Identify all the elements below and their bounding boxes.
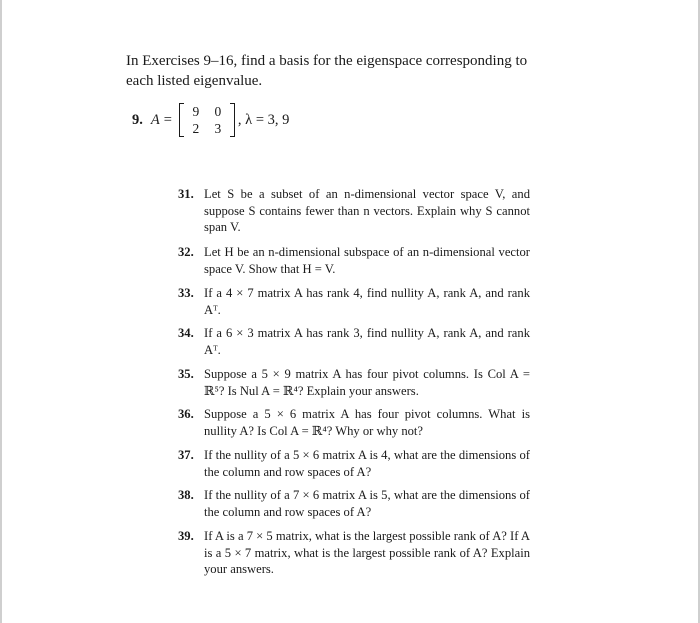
- exercise-item: [178, 487, 530, 520]
- exercise-number: 38.: [178, 488, 194, 502]
- exercise-item: [178, 366, 530, 399]
- exercise-number: 32.: [178, 245, 194, 259]
- exercise-number: 37.: [178, 448, 194, 462]
- exercise-number: 33.: [178, 286, 194, 300]
- exercise-number: 39.: [178, 529, 194, 543]
- matrix-name: A: [150, 111, 160, 128]
- matrix: [179, 103, 235, 137]
- matrix-entry: 9: [192, 104, 200, 119]
- exercise-text: Let S be a subset of an n-dimensional vector space V, and suppose S contains fewer than n vectors. Explain why S cannot span V.: [204, 187, 530, 234]
- exercise-item: [178, 244, 530, 277]
- matrix-entry: 0: [214, 104, 222, 119]
- exercise-number: 31.: [178, 187, 194, 201]
- exercise-text: If A is a 7 × 5 matrix, what is the largest possible rank of A? If A is a 5 × 7 matrix, what is the largest possible rank of A? Explain your answers.: [204, 529, 530, 576]
- exercise-item: [178, 528, 530, 578]
- instructions-text: In Exercises 9–16, find a basis for the eigenspace corresponding to each listed eigenvalue.: [126, 53, 528, 89]
- exercise-item: [178, 325, 530, 358]
- exercise-text: If a 4 × 7 matrix A has rank 4, find nullity A, rank A, and rank Aᵀ.: [204, 286, 530, 317]
- eigenvalues: , λ = 3, 9: [237, 111, 290, 128]
- exercise-number: 36.: [178, 407, 194, 421]
- exercise-text: If the nullity of a 7 × 6 matrix A is 5, what are the dimensions of the column and row spaces of A?: [204, 488, 530, 519]
- matrix-entry: 2: [192, 121, 200, 136]
- exercise-number: 35.: [178, 367, 194, 381]
- matrix-entry: 3: [214, 121, 222, 136]
- exercise-text: Suppose a 5 × 6 matrix A has four pivot columns. What is nullity A? Is Col A = ℝ⁴? Why or why not?: [204, 407, 530, 438]
- exercise-item: [178, 285, 530, 318]
- exercise-text: If a 6 × 3 matrix A has rank 3, find nullity A, rank A, and rank Aᵀ.: [204, 326, 530, 357]
- equals-sign: =: [163, 111, 172, 128]
- page-edge-left: [0, 0, 2, 623]
- exercise-item: [178, 447, 530, 480]
- exercise-number: 34.: [178, 326, 194, 340]
- exercise-text: If the nullity of a 5 × 6 matrix A is 4, what are the dimensions of the column and row spaces of A?: [204, 448, 530, 479]
- exercise-item: [178, 406, 530, 439]
- exercise-text: Suppose a 5 × 9 matrix A has four pivot columns. Is Col A = ℝ⁵? Is Nul A = ℝ⁴? Explain your answers.: [204, 367, 530, 398]
- exercise-text: Let H be an n-dimensional subspace of an n-dimensional vector space V. Show that H = V.: [204, 245, 530, 276]
- exercise-item: [178, 186, 530, 236]
- exercise-9: [132, 101, 289, 139]
- exercise-number: 9.: [132, 111, 143, 128]
